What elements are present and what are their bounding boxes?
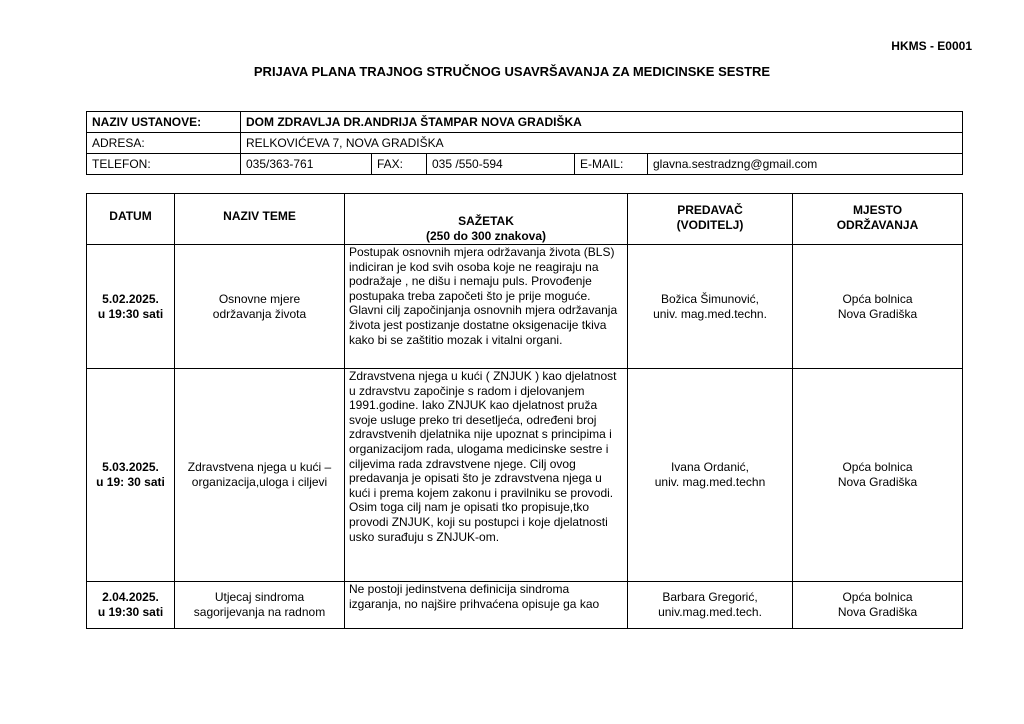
- header-topic: [175, 194, 345, 245]
- session-place: [793, 369, 963, 582]
- session-summary: Postupak osnovnih mjera održavanja života (BLS) indiciran je kod svih osoba koje ne reagiraju na podražaje , ne dišu i nemaju puls. Provođenje postupaka treba započeti što je prije moguće. Glavni cilj započinjanja osnovnih mjera održavanja života jest postizanje dostatne oksigenacije tkiva kako bi se zaštitio mozak i vitalni organi.: [345, 245, 628, 369]
- lecturer-name: Barbara Gregorić,: [662, 590, 758, 605]
- document-title: PRIJAVA PLANA TRAJNOG STRUČNOG USAVRŠAVANJA ZA MEDICINSKE SESTRE: [253, 64, 771, 79]
- institution-table: [86, 111, 963, 175]
- phone-value: 035/363-761: [241, 154, 372, 175]
- lecturer-title: univ. mag.med.techn.: [653, 306, 767, 321]
- place-city: Nova Gradiška: [837, 306, 918, 321]
- institution-name-value: DOM ZDRAVLJA DR.ANDRIJA ŠTAMPAR NOVA GRADIŠKA: [241, 112, 963, 133]
- fax-label: FAX:: [372, 154, 427, 175]
- session-lecturer: [628, 245, 793, 369]
- place-name: Opća bolnica: [842, 291, 913, 306]
- header-summary: [345, 194, 628, 245]
- institution-address-row: [87, 133, 963, 154]
- session-time-value: u 19: 30 sati: [96, 475, 165, 489]
- plan-row: [87, 582, 963, 629]
- session-time-value: u 19:30 sati: [97, 605, 164, 619]
- training-plan-table: [86, 193, 963, 629]
- header-summary-label: SAŽETAK: [458, 214, 514, 228]
- lecturer-name: Ivana Ordanić,: [670, 460, 750, 475]
- lecturer-title: univ. mag.med.techn: [654, 475, 766, 489]
- session-date: [87, 369, 175, 582]
- place-name: Opća bolnica: [842, 460, 913, 475]
- header-lecturer-label: PREDAVAČ: [677, 203, 743, 217]
- header-place: [793, 194, 963, 245]
- header-place-label: MJESTO: [852, 203, 903, 217]
- place-name: Opća bolnica: [842, 590, 913, 605]
- institution-address-value: RELKOVIĆEVA 7, NOVA GRADIŠKA: [241, 133, 963, 154]
- header-summary-sub: (250 do 300 znakova): [425, 229, 547, 243]
- institution-contact-row: [87, 154, 963, 175]
- session-date: [87, 245, 175, 369]
- session-summary: Ne postoji jedinstvena definicija sindroma izgaranja, no najšire prihvaćena opisuje ga kao: [345, 582, 628, 629]
- session-time-value: u 19:30 sati: [97, 306, 164, 321]
- session-place: [793, 245, 963, 369]
- lecturer-title: univ.mag.med.tech.: [658, 605, 762, 619]
- plan-row: [87, 369, 963, 582]
- session-topic: Zdravstvena njega u kući – organizacija,uloga i ciljevi: [175, 369, 345, 582]
- header-place-sub: ODRŽAVANJA: [836, 218, 919, 232]
- header-lecturer: [628, 194, 793, 245]
- fax-value: 035 /550-594: [427, 154, 575, 175]
- session-place: [793, 582, 963, 629]
- place-city: Nova Gradiška: [837, 475, 918, 489]
- session-topic: Osnovne mjere održavanja života: [175, 245, 345, 369]
- session-date-value: 2.04.2025.: [102, 590, 159, 605]
- document-code: HKMS - E0001: [891, 39, 972, 53]
- institution-address-label: ADRESA:: [87, 133, 241, 154]
- place-city: Nova Gradiška: [837, 605, 918, 619]
- header-date: [87, 194, 175, 245]
- email-label: E-MAIL:: [575, 154, 648, 175]
- session-topic: Utjecaj sindroma sagorijevanja na radnom: [175, 582, 345, 629]
- header-topic-label: NAZIV TEME: [223, 209, 296, 223]
- email-value: glavna.sestradzng@gmail.com: [648, 154, 963, 175]
- institution-name-label: NAZIV USTANOVE:: [87, 112, 241, 133]
- header-date-label: DATUM: [109, 209, 152, 223]
- plan-header-row: [87, 194, 963, 245]
- header-lecturer-sub: (VODITELJ): [676, 218, 744, 232]
- session-date-value: 5.02.2025.: [102, 291, 159, 306]
- plan-row: [87, 245, 963, 369]
- session-lecturer: [628, 369, 793, 582]
- phone-label: TELEFON:: [87, 154, 241, 175]
- lecturer-name: Božica Šimunović,: [660, 291, 760, 306]
- session-summary: Zdravstvena njega u kući ( ZNJUK ) kao djelatnost u zdravstvu započinje s radom i djelovanjem 1991.godine. Iako ZNJUK kao djelatnost pruža svoje usluge preko tri desetljeća, određeni broj zdravstvenih djelatnika nije upoznat s principima i organizacijom rada, ulogama medicinske sestre i ciljevima rada zdravstvene njege. Cilj ovog predavanja je opisati što je zdravstvena njega u kući i prema kojem zakonu i pravilniku se provodi. Osim toga cilj nam je opisati tko propisuje,tko provodi ZNJUK, koji su postupci i koje djelatnosti usko surađuju s ZNJUK-om.: [345, 369, 628, 582]
- session-date-value: 5.03.2025.: [102, 460, 159, 475]
- session-date: [87, 582, 175, 629]
- institution-name-row: [87, 112, 963, 133]
- session-lecturer: [628, 582, 793, 629]
